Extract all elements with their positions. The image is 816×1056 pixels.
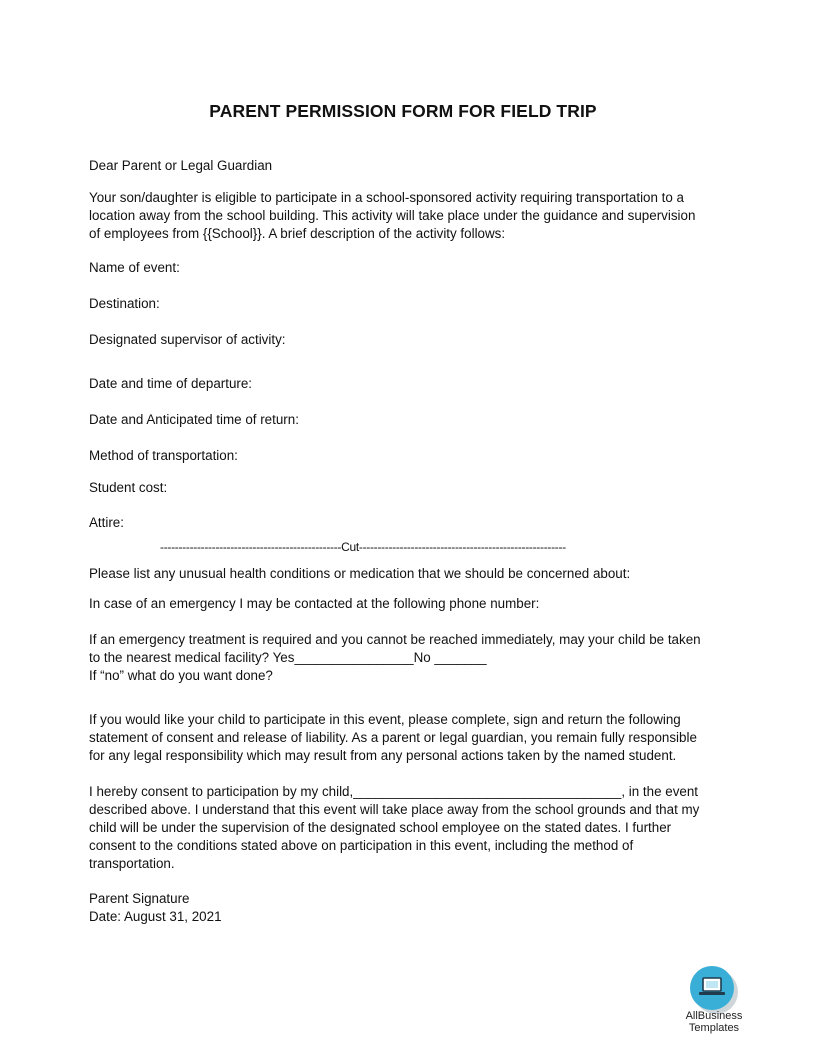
intro-line: of employees from {{School}}. A brief description of the activity follows:: [89, 226, 506, 241]
signature-label: Parent Signature: [89, 891, 190, 906]
allbusiness-logo: [676, 966, 752, 1038]
participation-line: for any legal responsibility which may result from any personal actions taken by the named student.: [89, 748, 677, 763]
treatment-line: If an emergency treatment is required and you cannot be reached immediately, may your child be taken: [89, 632, 701, 647]
intro-line: location away from the school building. This activity will take place under the guidance and supervision: [89, 208, 696, 223]
field-attire-label: Attire:: [89, 515, 124, 530]
health-question: Please list any unusual health conditions or medication that we should be concerned about:: [89, 566, 631, 581]
date-line: Date: August 31, 2021: [89, 909, 222, 924]
consent-line: child will be under the supervision of the designated school employee on the stated dates. I further: [89, 820, 672, 835]
field-destination-label: Destination:: [89, 296, 160, 311]
salutation: Dear Parent or Legal Guardian: [89, 158, 273, 173]
cut-line: -------------------------------------------------Cut--------------------------------------------------------: [160, 540, 566, 554]
consent-line: transportation.: [89, 856, 175, 871]
logo-text: [676, 1010, 752, 1034]
consent-line: I hereby consent to participation by my child,____________________________________, in the event: [89, 784, 699, 799]
emergency-phone-question: In case of an emergency I may be contacted at the following phone number:: [89, 596, 540, 611]
field-return-label: Date and Anticipated time of return:: [89, 412, 299, 427]
logo-line2: Templates: [688, 1022, 740, 1034]
consent-line: consent to the conditions stated above on participation in this event, including the method of: [89, 838, 634, 853]
field-event-label: Name of event:: [89, 260, 180, 275]
field-cost-label: Student cost:: [89, 480, 168, 495]
field-departure-label: Date and time of departure:: [89, 376, 253, 391]
page-title: PARENT PERMISSION FORM FOR FIELD TRIP: [209, 101, 597, 121]
treatment-line: If “no” what do you want done?: [89, 668, 273, 683]
field-supervisor-label: Designated supervisor of activity:: [89, 332, 286, 347]
logo-line1: AllBusiness: [685, 1010, 743, 1022]
field-transport-label: Method of transportation:: [89, 448, 238, 463]
intro-line: Your son/daughter is eligible to participate in a school-sponsored activity requiring transportation to a: [89, 190, 684, 205]
consent-line: described above. I understand that this event will take place away from the school grounds and that my: [89, 802, 700, 817]
participation-line: statement of consent and release of liability. As a parent or legal guardian, you remain fully responsible: [89, 730, 697, 745]
laptop-icon: [690, 966, 734, 1010]
treatment-line: to the nearest medical facility? Yes________________No _______: [89, 650, 487, 665]
participation-line: If you would like your child to participate in this event, please complete, sign and return the following: [89, 712, 681, 727]
